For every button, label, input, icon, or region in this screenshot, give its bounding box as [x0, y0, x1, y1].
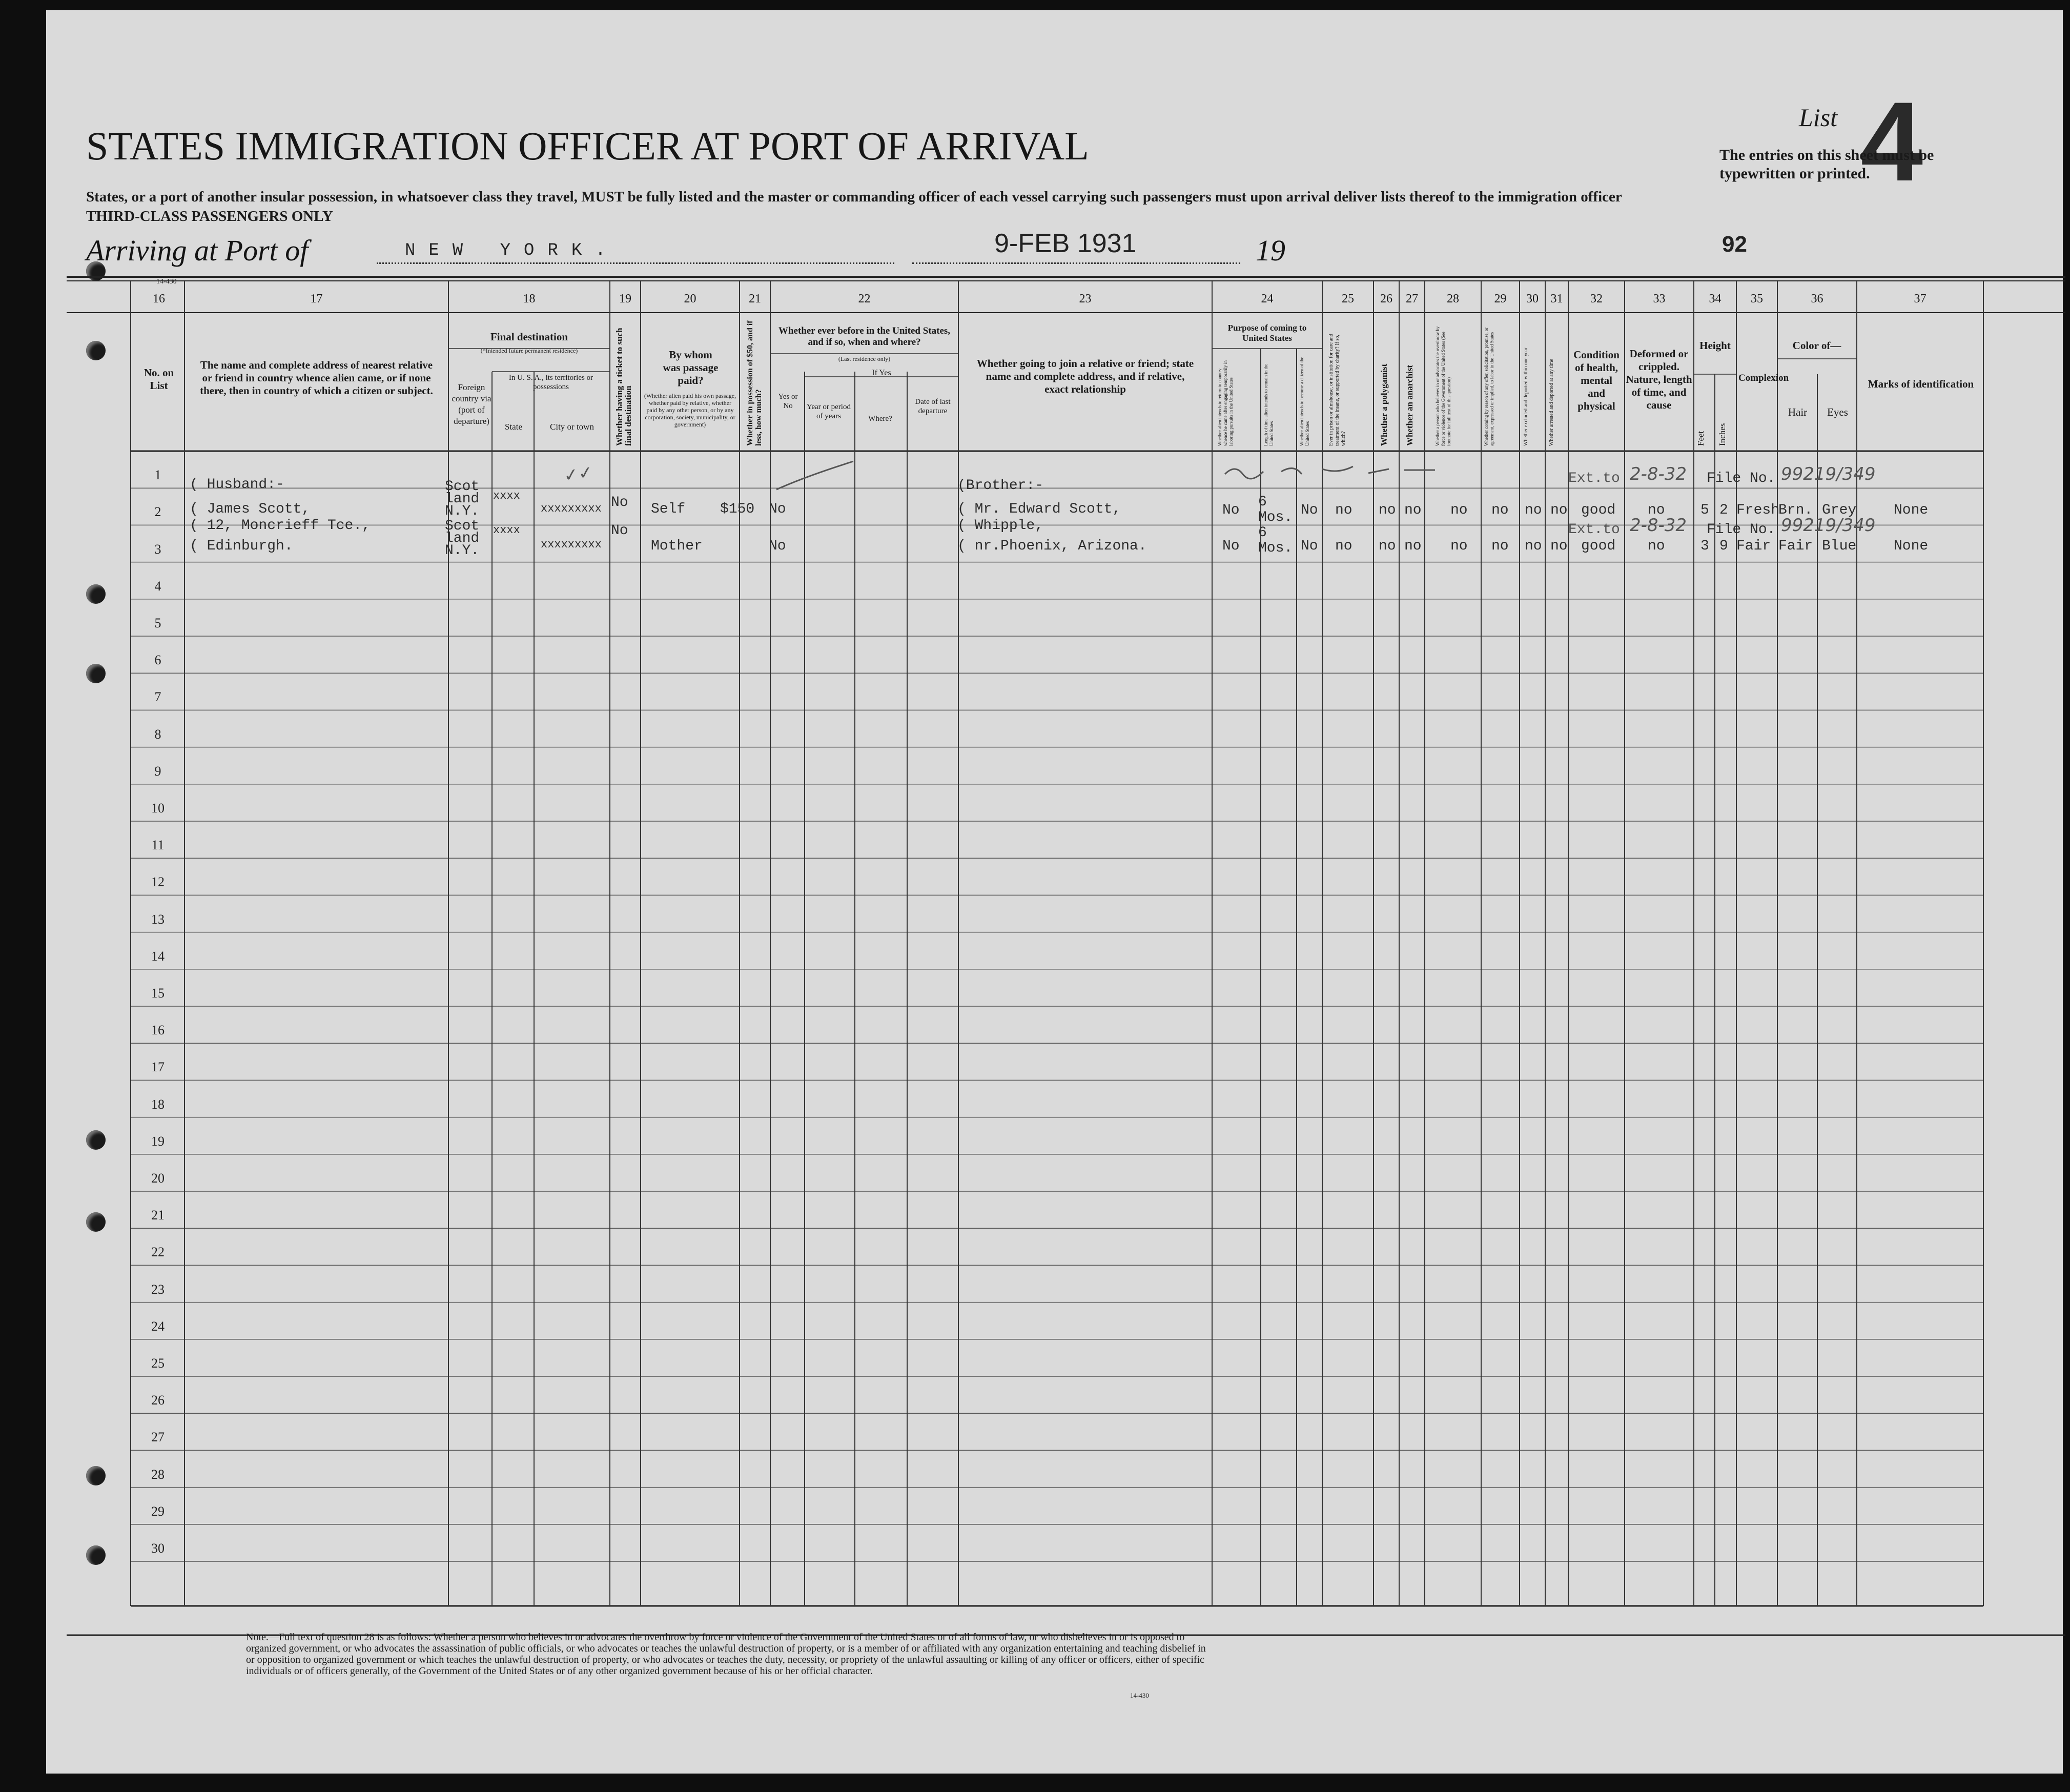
row-number: 28 — [151, 1467, 165, 1482]
col-number: 28 — [1447, 292, 1459, 306]
relative-city: ( Edinburgh. — [190, 538, 293, 554]
complexion-2: Fair — [1736, 538, 1771, 554]
no-answer: no — [1491, 538, 1509, 554]
hdr-complexion: Complexion — [1738, 373, 1789, 383]
inches-2: 9 — [1719, 538, 1728, 554]
hdr-eyes: Eyes — [1827, 406, 1848, 418]
row-number: 4 — [154, 578, 161, 594]
col-number: 23 — [1079, 292, 1092, 306]
extension-date-1: 2-8-32 — [1630, 464, 1687, 484]
hdr-deported: Whether arrested and deported at any time — [1549, 359, 1554, 446]
relative-address: ( 12, Moncrieff Tce., — [190, 518, 371, 534]
hdr-color-of: Color of— — [1792, 339, 1841, 352]
hdr-last-residence: (Last residence only) — [838, 355, 891, 362]
row-number: 8 — [154, 726, 161, 742]
row-number: 20 — [151, 1171, 165, 1186]
row-number: 2 — [154, 504, 161, 520]
join-label: (Brother:- — [957, 478, 1044, 494]
hdr-city: City or town — [550, 422, 594, 432]
feet-1: 5 — [1700, 502, 1709, 518]
join-address: ( Whipple, — [957, 518, 1044, 534]
no-answer: no — [1335, 538, 1352, 554]
before-2: No — [769, 538, 786, 554]
col-number: 24 — [1261, 292, 1274, 306]
hdr-state: State — [505, 422, 522, 432]
no-answer: no — [1491, 502, 1509, 518]
footnote-code: 14-430 — [1130, 1692, 1149, 1699]
file-number-2: 99219/349 — [1781, 515, 1876, 536]
relative-label: ( Husband:- — [190, 477, 284, 493]
hdr-join-relative: Whether going to join a relative or friend; state name and complete address, and if relative, exact relationship — [976, 357, 1194, 395]
page-title: STATES IMMIGRATION OFFICER AT PORT OF ARRIVAL — [86, 124, 1089, 168]
hdr-feet: Feet — [1696, 431, 1706, 446]
hdr-overthrow: Whether a person who believes in or advocates the overthrow by force or violence of the Government of the United States (See footnote for full text of this question) — [1435, 326, 1451, 446]
row-number: 25 — [151, 1356, 165, 1371]
join-city: ( nr.Phoenix, Arizona. — [957, 538, 1147, 554]
col-number: 19 — [619, 292, 631, 306]
col-number: 26 — [1380, 292, 1392, 306]
complexion-1: Fresh — [1736, 502, 1780, 518]
col-number: 18 — [523, 292, 536, 306]
hdr-labor-offer: Whether coming by reason of any offer, solicitation, promise, or agreement, expressed or implied, to labor in the United States — [1484, 327, 1494, 446]
hdr-anarchist: Whether an anarchist — [1405, 364, 1415, 446]
money-1: $150 — [720, 501, 755, 517]
row-number: 30 — [151, 1541, 165, 1556]
eyes-1: Grey — [1822, 502, 1857, 518]
hdr-purpose: Purpose of coming to United States — [1227, 323, 1307, 343]
row-number: 3 — [154, 541, 161, 557]
hdr-nearest-relative: The name and complete address of nearest relative or friend in country whence alien came, or if none there, then in country of which a citizen or subject. — [200, 359, 433, 397]
state-1: xxxx — [493, 490, 520, 502]
no-answer: no — [1525, 502, 1542, 518]
deformed-2: no — [1648, 538, 1665, 554]
handwritten-check — [774, 459, 856, 495]
hdr-if-yes: If Yes — [872, 369, 891, 377]
row-number: 13 — [151, 911, 165, 927]
col-number: 37 — [1914, 292, 1926, 306]
port-value: NEW YORK. — [405, 241, 619, 260]
city-2: xxxxxxxxx — [541, 538, 602, 551]
col-number: 33 — [1653, 292, 1666, 306]
join-name: ( Mr. Edward Scott, — [957, 501, 1121, 517]
hdr-deformed: Deformed or crippled. Nature, length of time, and cause — [1626, 348, 1692, 411]
row-number: 14 — [151, 948, 165, 964]
hair-1: Brn. — [1778, 502, 1813, 518]
row-number: 15 — [151, 986, 165, 1001]
row-number: 18 — [151, 1096, 165, 1112]
col-number: 31 — [1550, 292, 1563, 306]
no-answer: no — [1379, 502, 1396, 518]
length-2: 6 Mos. — [1258, 525, 1293, 556]
health-2: good — [1581, 538, 1616, 554]
col-number: 35 — [1751, 292, 1763, 306]
hdr-height: Height — [1699, 339, 1731, 352]
no-answer: no — [1450, 502, 1468, 518]
passage-paid-2: Mother — [651, 538, 703, 554]
handwritten-scribble: ✓✓ — [562, 462, 595, 486]
marks-2: None — [1894, 538, 1929, 554]
hdr-ticket: Whether having a ticket to such final destination — [614, 328, 633, 446]
hair-2: Fair — [1778, 538, 1813, 554]
hdr-health: Condition of health, mental and physical — [1573, 349, 1620, 412]
file-number-1: 99219/349 — [1781, 464, 1876, 484]
hdr-passage-paid: By whom was passage paid? — [663, 349, 719, 386]
row-number: 22 — [151, 1245, 165, 1260]
hdr-in-usa: In U. S. A., its territories or possessions — [508, 374, 593, 391]
col-number: 16 — [153, 292, 165, 306]
extension-label-2: Ext.to — [1568, 522, 1620, 538]
no-answer: no — [1550, 538, 1568, 554]
hdr-return-intent: Whether alien intends to return to country whence he came after engaging temporarily in laboring pursuits in the United States — [1217, 360, 1234, 446]
row-number: 26 — [151, 1393, 165, 1408]
col-number: 34 — [1709, 292, 1721, 306]
row-number: 27 — [151, 1430, 165, 1445]
hdr-foreign-country: Foreign country via (port of departure) — [452, 382, 491, 426]
col-number: 25 — [1342, 292, 1354, 306]
col-number: 20 — [684, 292, 696, 306]
citizen-2: No — [1301, 538, 1318, 554]
no-answer: no — [1550, 502, 1568, 518]
passage-paid-1: Self — [651, 501, 686, 517]
hdr-date-departure: Date of last departure — [915, 398, 951, 415]
relative-name: ( James Scott, — [190, 501, 311, 517]
no-answer: no — [1404, 502, 1422, 518]
row-number: 17 — [151, 1060, 165, 1075]
hdr-polygamist: Whether a polygamist — [1379, 363, 1389, 446]
hdr-prison: Ever in prison or almshouse, or institution for care and treatment of the insane, or supported by charity? If so, which? — [1328, 334, 1346, 446]
arriving-label: Arriving at Port of — [86, 234, 309, 267]
row-number: 29 — [151, 1503, 165, 1519]
row-number: 21 — [151, 1208, 165, 1223]
hdr-ever-before: Whether ever before in the United States, and if so, when and where? — [778, 325, 951, 348]
extension-label-1: Ext.to — [1568, 471, 1620, 486]
list-number: 4 — [1860, 78, 1923, 205]
footnote: Note.—Full text of question 28 is as follows: Whether a person who believes in or advocates the overthrow by force or violence of the Government of the United States or of all forms of law, or who disbelieves in or is opposed to organized government, or who advocates the assassination of public officials, or who advocates or teaches the unlawful destruction of property, or is a member of or affiliated with any organization entertaining and teaching disbelief in or opposition to organized government or which teaches the unlawful destruction of property, or who advocates or teaches the duty, necessity, or propriety of the unlawful assaulting or killing of any officer or officers, either of specific individuals or of officers generally, of the Government of the United States or of any other organized government because of his or her official character. — [246, 1632, 1206, 1677]
hdr-fifty-dollars: Whether in possession of $50, and if less, how much? — [746, 320, 763, 446]
hdr-year-period: Year or period of years — [807, 403, 851, 420]
eyes-2: Blue — [1822, 538, 1857, 554]
col-number: 27 — [1406, 292, 1418, 306]
year-label: 19 — [1256, 234, 1285, 267]
page-number: 92 — [1722, 232, 1747, 257]
hdr-citizen-intent: Whether alien intends to become a citizen of the United States — [1299, 357, 1310, 446]
row-number: 12 — [151, 874, 165, 890]
ticket-2: No — [611, 523, 628, 539]
instructions-text: States, or a port of another insular possession, in whatsoever class they travel, MUST be fully listed and the master or commanding officer of each vessel carrying such passengers must upon arrival deliver lists thereof to the immigration officer — [86, 189, 1622, 205]
city-1: xxxxxxxxx — [541, 502, 602, 515]
feet-2: 3 — [1700, 538, 1709, 554]
col-number: 30 — [1526, 292, 1539, 306]
handwritten-annotation — [1220, 459, 1466, 484]
hdr-hair: Hair — [1788, 406, 1808, 418]
row-number: 6 — [154, 653, 161, 668]
no-answer: no — [1450, 538, 1468, 554]
hdr-no-on-list: No. on List — [144, 366, 174, 392]
file-label-2: File No. — [1707, 522, 1776, 538]
date-stamp: 9-FEB 1931 — [994, 229, 1137, 258]
health-1: good — [1581, 502, 1616, 518]
row-number: 16 — [151, 1023, 165, 1038]
no-answer: no — [1335, 502, 1352, 518]
no-answer: no — [1525, 538, 1542, 554]
hdr-final-destination: Final destination — [490, 331, 568, 343]
list-label: List — [1799, 103, 1838, 132]
col-number: 32 — [1590, 292, 1603, 306]
col-number: 21 — [749, 292, 761, 306]
ticket-1: No — [611, 495, 628, 511]
row-number: 1 — [154, 467, 161, 483]
hdr-where: Where? — [868, 415, 892, 423]
citizen-1: No — [1301, 502, 1318, 518]
row-number: 5 — [154, 616, 161, 630]
no-answer: no — [1379, 538, 1396, 554]
foreign-country-1: Scot land N.Y. — [445, 479, 480, 519]
hdr-final-destination-sub: (*Intended future permanent residence) — [480, 347, 578, 354]
return-2: No — [1222, 538, 1240, 554]
hdr-length-of-stay: Length of time alien intends to remain in the United States — [1263, 363, 1274, 446]
row-number: 10 — [151, 801, 165, 816]
col-number: 17 — [310, 292, 323, 306]
hdr-marks: Marks of identification — [1868, 378, 1974, 390]
hdr-inches: Inches — [1717, 423, 1727, 446]
form-code: 14-430 — [156, 278, 177, 286]
col-number: 29 — [1494, 292, 1507, 306]
marks-1: None — [1894, 502, 1929, 518]
third-class-label: THIRD-CLASS PASSENGERS ONLY — [86, 208, 333, 225]
foreign-country-2: Scot land N.Y. — [445, 518, 480, 559]
length-1: 6 Mos. — [1258, 494, 1293, 525]
state-2: xxxx — [493, 524, 520, 537]
extension-date-2: 2-8-32 — [1630, 515, 1687, 536]
row-number: 19 — [151, 1133, 165, 1149]
no-answer: no — [1404, 538, 1422, 554]
hdr-passage-paid-sub: (Whether alien paid his own passage, whether paid by relative, whether paid by any other person, or by any corporation, society, municipality, or government) — [644, 392, 736, 428]
hdr-yes-or-no: Yes or No — [778, 393, 798, 410]
before-1: No — [769, 501, 786, 517]
row-number: 23 — [151, 1281, 165, 1297]
col-number: 22 — [858, 292, 871, 306]
inches-1: 2 — [1719, 502, 1728, 518]
col-number: 36 — [1811, 292, 1823, 306]
return-1: No — [1222, 502, 1240, 518]
typewritten-note: The entries on this sheet must be typewritten or printed. — [1719, 147, 1934, 182]
deformed-1: no — [1648, 502, 1665, 518]
row-number: 11 — [151, 838, 165, 853]
row-number: 9 — [154, 763, 161, 779]
row-number: 24 — [151, 1318, 165, 1334]
row-number: 7 — [154, 689, 161, 705]
file-label-1: File No. — [1707, 471, 1776, 486]
hdr-excluded: Whether excluded and deported within one year — [1523, 347, 1529, 446]
